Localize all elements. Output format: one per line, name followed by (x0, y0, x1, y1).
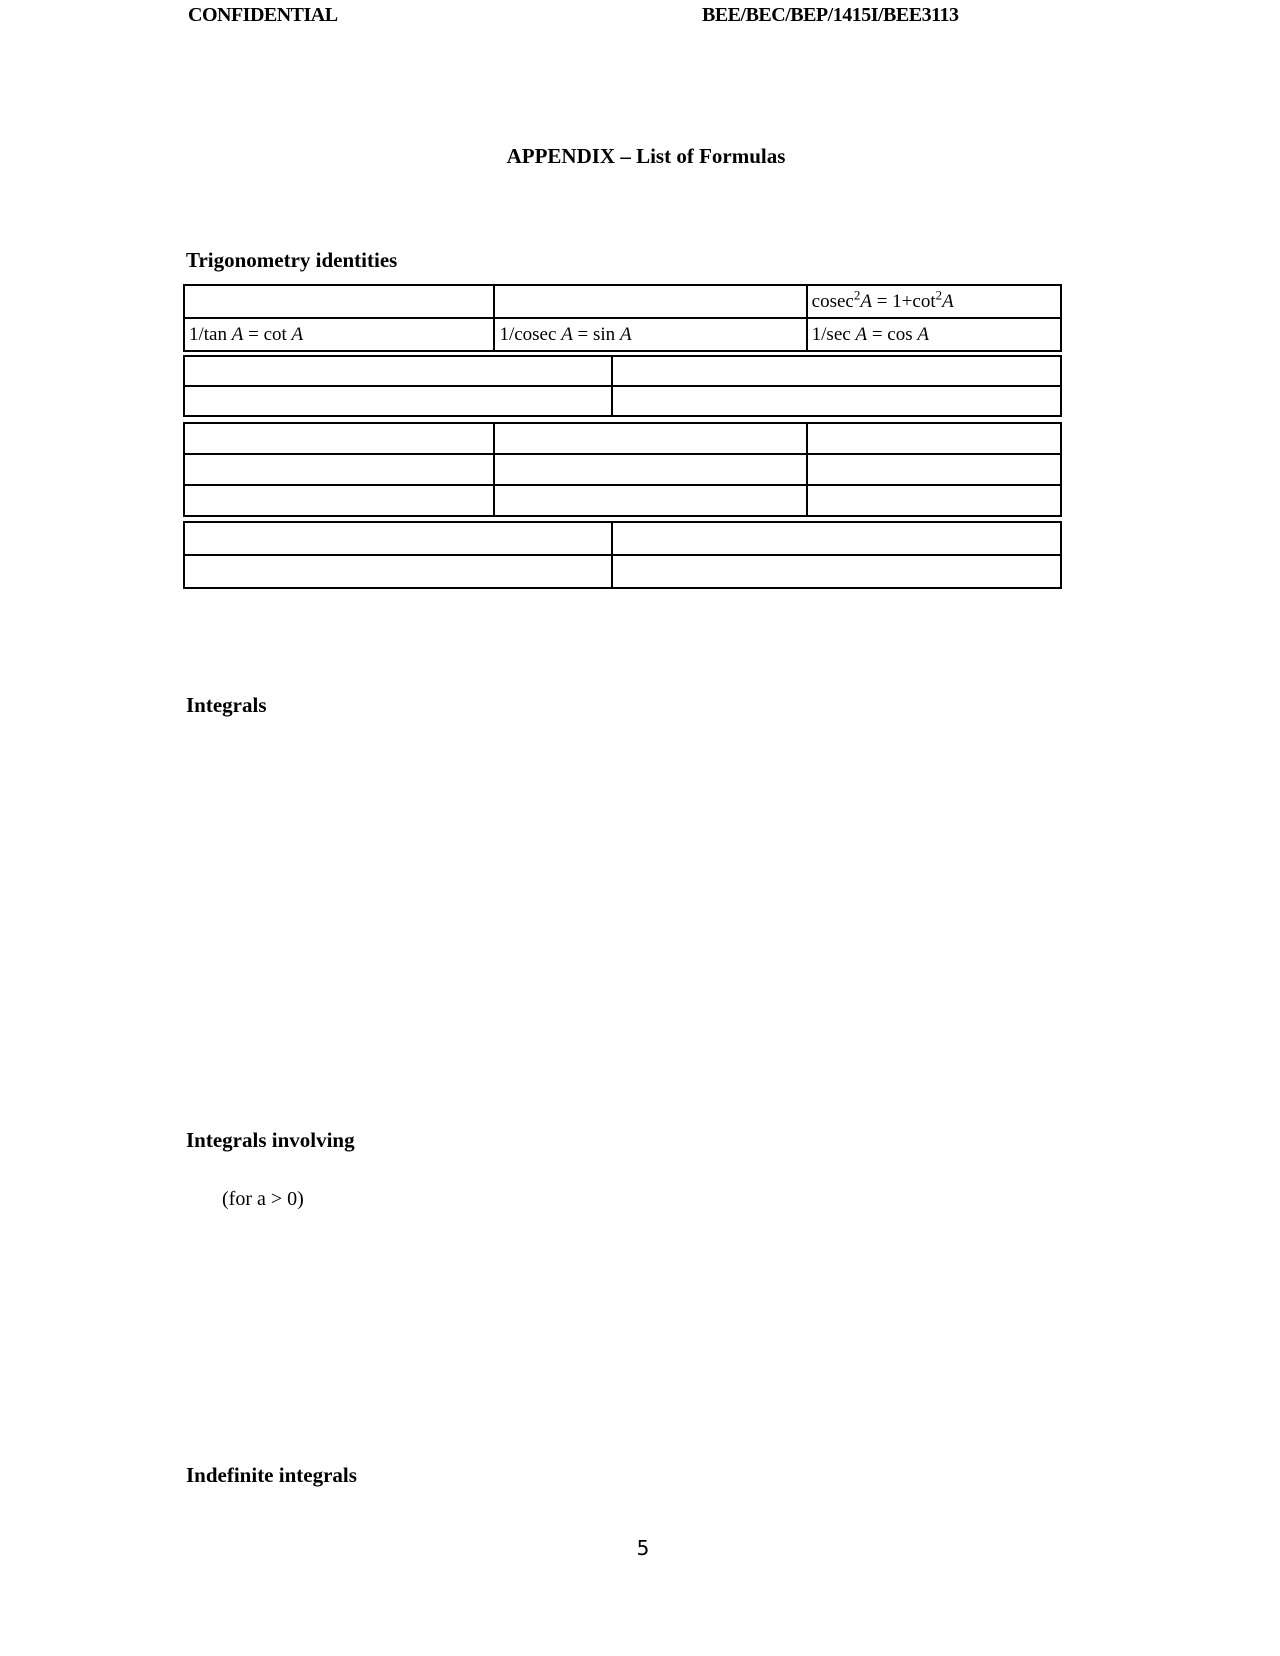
header-confidential-label: CONFIDENTIAL (188, 4, 338, 26)
formula-cell (184, 423, 494, 454)
formula-cell (184, 485, 494, 516)
formula-cell (807, 485, 1061, 516)
table-group-identities-two-col-lower (183, 521, 1062, 589)
table-row (184, 356, 1061, 386)
table-row (184, 318, 1061, 351)
formula-cell: $cosec^2A = 1+\cot^2A$ (807, 285, 1061, 318)
appendix-title: APPENDIX – List of Formulas (506, 144, 786, 168)
formula-cell (184, 555, 612, 588)
formula-cell: 1/sec A = cos A (807, 318, 1061, 351)
table-row (184, 423, 1061, 454)
formula-cell (184, 356, 612, 386)
table-row (184, 285, 1061, 318)
header-course-code: BEE/BEC/BEP/1415I/BEE3113 (702, 4, 959, 26)
formula-cell: 1/cosec A = sin A (494, 318, 806, 351)
table-group-identities-two-col-upper (183, 355, 1062, 417)
formula-cell (184, 454, 494, 485)
formula-cell (807, 423, 1061, 454)
formula-cell (612, 522, 1061, 555)
table-group-identities-three-col-mid (183, 422, 1062, 517)
page-number: 5 (636, 1536, 650, 1560)
formula-cell (494, 454, 806, 485)
table-row (184, 522, 1061, 555)
formula-cell (612, 386, 1061, 416)
for-a-greater-than-zero-note: (for a > 0) (222, 1188, 304, 1210)
formula-cell (494, 423, 806, 454)
formula-cell (612, 555, 1061, 588)
formula-cell (494, 485, 806, 516)
formula-cell (807, 454, 1061, 485)
formula-cell: 1/tan A = cot A (184, 318, 494, 351)
formula-cell (184, 285, 494, 318)
formula-cell (612, 356, 1061, 386)
heading-integrals: Integrals (186, 693, 267, 717)
formula-cell (184, 386, 612, 416)
table-row (184, 485, 1061, 516)
table-row (184, 386, 1061, 416)
heading-trigonometry-identities: Trigonometry identities (186, 248, 398, 272)
trigonometry-identities-table (183, 284, 1062, 590)
table-row (184, 454, 1061, 485)
heading-indefinite-integrals: Indefinite integrals (186, 1463, 357, 1487)
table-row (184, 555, 1061, 588)
formula-cell (184, 522, 612, 555)
heading-integrals-involving: Integrals involving (186, 1128, 355, 1152)
table-group-identities-three-col-top (183, 284, 1062, 352)
formula-cell (494, 285, 806, 318)
